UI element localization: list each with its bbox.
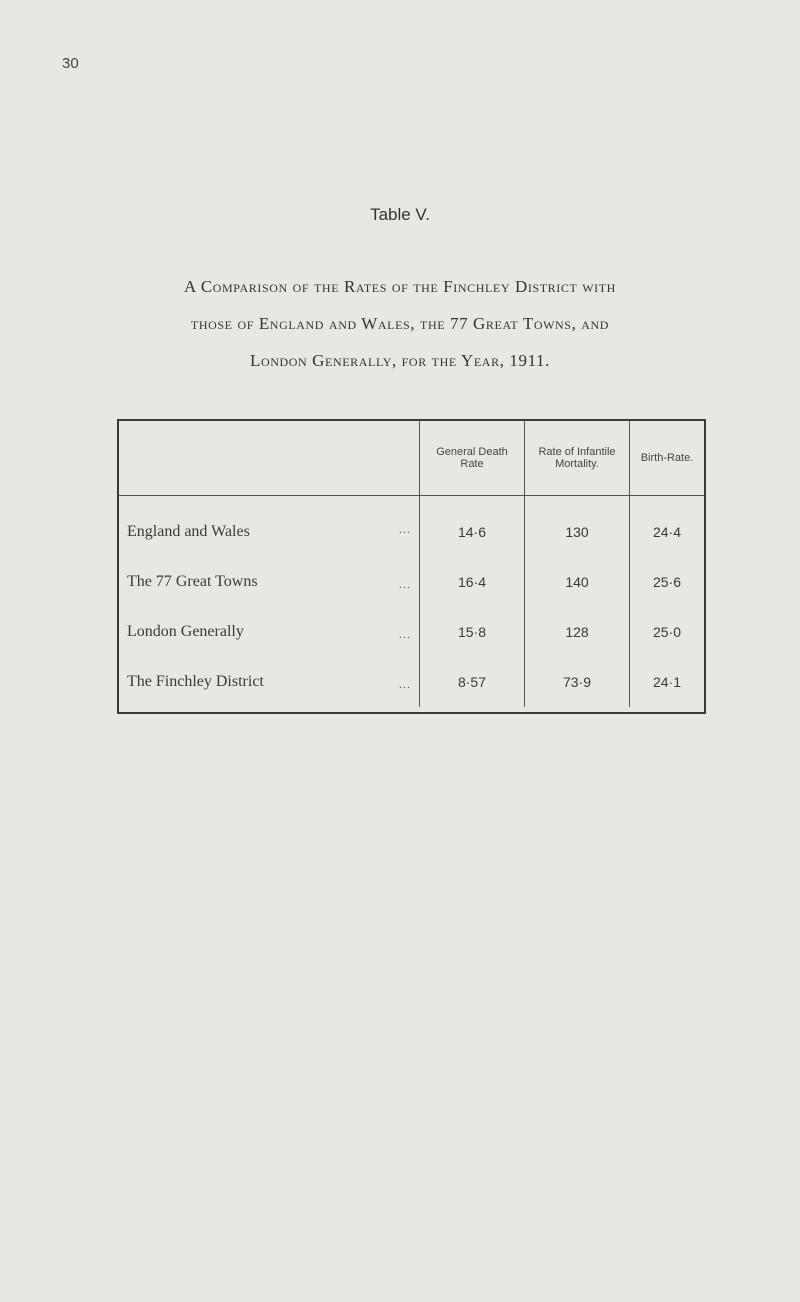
death-rate-cell: 14·6 <box>420 496 525 558</box>
infant-mortality-cell: 130 <box>525 496 630 558</box>
leader-dots: ... <box>399 676 411 691</box>
column-header-death-rate: General Death Rate <box>420 421 525 496</box>
table-heading <box>80 268 720 379</box>
heading-line-3: London Generally, for the Year, 1911. <box>250 351 550 370</box>
birth-rate-cell: 24·1 <box>630 657 705 707</box>
birth-rate-cell: 25·6 <box>630 557 705 607</box>
row-label: London Generally <box>127 623 244 640</box>
leader-dots: ... <box>399 521 411 536</box>
table-row <box>119 657 704 707</box>
leader-dots: ... <box>399 576 411 591</box>
infant-mortality-cell: 128 <box>525 607 630 657</box>
row-label: England and Wales <box>127 523 250 540</box>
infant-mortality-cell: 73·9 <box>525 657 630 707</box>
page-number: 30 <box>62 55 79 72</box>
birth-rate-cell: 25·0 <box>630 607 705 657</box>
death-rate-cell: 16·4 <box>420 557 525 607</box>
table-row <box>119 496 704 558</box>
table-row <box>119 557 704 607</box>
column-header-infant-mortality: Rate of Infantile Mortality. <box>525 421 630 496</box>
table-header-row <box>119 421 704 496</box>
infant-mortality-cell: 140 <box>525 557 630 607</box>
heading-line-1: A Comparison of the Rates of the Finchley District with <box>184 277 616 296</box>
table-row <box>119 607 704 657</box>
column-header-birth-rate: Birth-Rate. <box>630 421 705 496</box>
column-header-blank <box>119 421 420 496</box>
death-rate-cell: 8·57 <box>420 657 525 707</box>
birth-rate-cell: 24·4 <box>630 496 705 558</box>
comparison-table <box>117 419 706 714</box>
row-label: The Finchley District <box>127 673 264 690</box>
row-label: The 77 Great Towns <box>127 573 258 590</box>
table-label: Table V. <box>370 205 430 224</box>
leader-dots: ... <box>399 626 411 641</box>
death-rate-cell: 15·8 <box>420 607 525 657</box>
heading-line-2: those of England and Wales, the 77 Great Towns, and <box>190 314 610 333</box>
